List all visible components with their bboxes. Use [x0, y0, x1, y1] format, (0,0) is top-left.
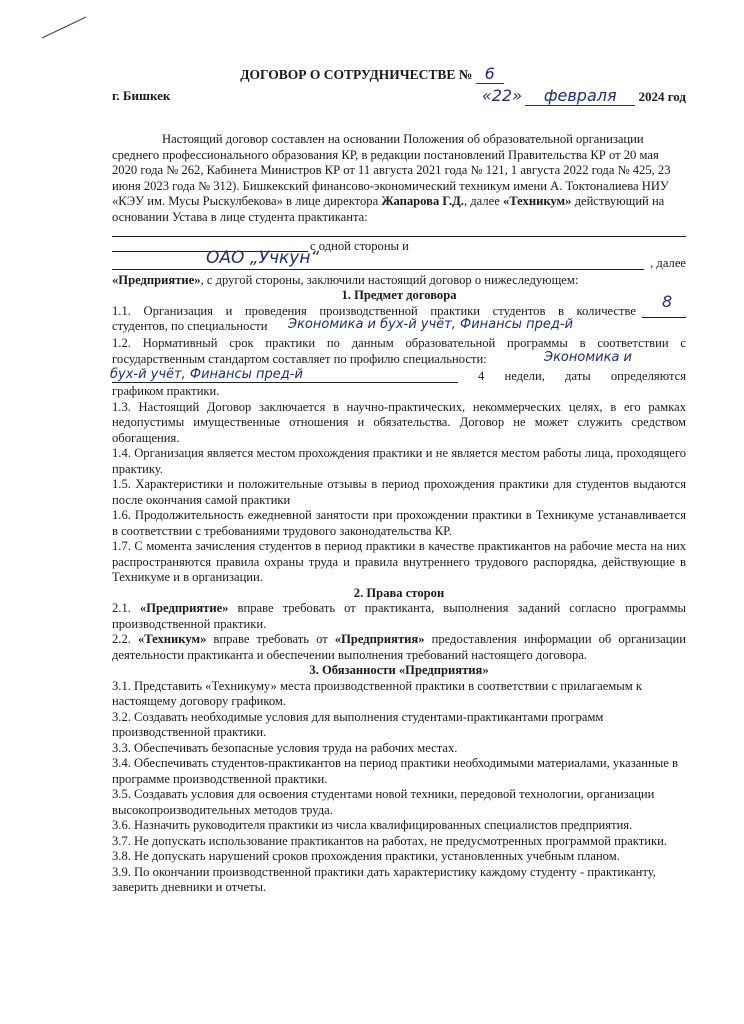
- intro-text-1: Настоящий договор составлен на основании Положения об образовательной организации среднего профессионального образования КР, в редакции постановлений Правительства КР от 20 мая 2020 года № 262, Кабинета Министров КР от 11 августа 2021 года № 121, 1 августа 2022 года № 425, 23 июня 2023 года № 312). Бишкекский финансово-экономический техникум имени А. Токтоналиева НИУ «КЭУ им. Мусы Рыскулбекова» в лице директора: [112, 132, 671, 208]
- date-year: 2024 год: [638, 89, 686, 104]
- clause-3-6: 3.6. Назначить руководителя практики из числа квалифицированных специалистов предприятия.: [112, 818, 633, 832]
- contract-body: [112, 132, 686, 896]
- specialty-handwritten: Экономика и бух-й учёт, Финансы пред-й: [288, 317, 574, 332]
- clause-1-5: 1.5. Характеристики и положительные отзывы в период прохождения практики для студентов выдаются после окончания самой практики: [112, 477, 686, 507]
- clause-1-4: 1.4. Организация является местом прохождения практики и не является местом работы лица, проходящего практику.: [112, 446, 686, 476]
- clause-1-2: 1.2. Нормативный срок практики по данным образовательной программы в соответствии с государственным стандартом составляет по профилю специальности:: [112, 336, 686, 366]
- city-date-line: [112, 86, 686, 106]
- director-name: Жапарова Г.Д.: [381, 194, 464, 208]
- students-count-handwritten: 8: [662, 291, 673, 311]
- clause-1-1-text-a: 1.1. Организация и проведения производственной практики студентов в количестве: [112, 303, 636, 318]
- pen-mark-icon: [40, 14, 88, 40]
- clause-2-1-party: «Предприятие»: [139, 601, 229, 615]
- clause-2-2-text2: предоставления информации об организации деятельности практиканта и обеспечении выполнения требований настоящего договора.: [112, 632, 686, 662]
- clause-3-8: 3.8. Не допускать нарушений сроков прохождения практики, установленных учебным планом.: [112, 849, 620, 863]
- section-3-heading: 3. Обязанности «Предприятия»: [309, 663, 489, 677]
- enterprise-label: «Предприятие»: [112, 272, 201, 287]
- section-1-heading: 1. Предмет договора: [341, 288, 457, 302]
- clause-2-2-party1: «Техникум»: [137, 632, 207, 646]
- clause-2-2-text1: вправе требовать от: [206, 632, 335, 646]
- specialty2-handwritten-b: бух-й учёт, Финансы пред-й: [110, 367, 303, 382]
- clause-3-3: 3.3. Обеспечивать безопасные условия труда на рабочих местах.: [112, 740, 458, 755]
- party1-line: [112, 239, 686, 255]
- intro-paragraph: [112, 132, 686, 225]
- document-title: [0, 64, 744, 84]
- party1-text: с одной стороны и: [310, 239, 409, 253]
- date-day-handwritten: «22»: [481, 86, 522, 105]
- specialty2-handwritten-a: Экономика и: [544, 350, 632, 365]
- clause-2-2: [112, 632, 686, 663]
- clause-2-2-party2: «Предприятия»: [334, 632, 425, 646]
- technikum-label: «Техникум»: [502, 194, 572, 208]
- clause-2-2-num: 2.2.: [112, 632, 138, 646]
- title-text: ДОГОВОР О СОТРУДНИЧЕСТВЕ №: [240, 67, 473, 82]
- contract-date: [482, 86, 686, 106]
- student-blank-line: [112, 225, 686, 239]
- party2-text: , с другой стороны, заключили настоящий договор о нижеследующем:: [200, 272, 579, 287]
- enterprise-name-handwritten: ОАО „Учкун“: [206, 247, 320, 268]
- clause-1-7: 1.7. С момента зачисления студентов в период практики в качестве практикантов на рабочие места на них распространяются правила охраны труда и правила внутреннего трудового распорядка, действующие в Техникуме и в организации.: [112, 539, 686, 584]
- clause-2-1: [112, 601, 686, 632]
- intro-text-3: действующий на основании Устава в лице студента практиканта:: [112, 194, 665, 224]
- clause-1-2-tail: 4 недели, даты определяются графиком практики.: [112, 368, 686, 398]
- enterprise-line: [112, 247, 686, 273]
- clause-2-1-num: 2.1.: [112, 601, 140, 615]
- clause-3-2: 3.2. Создавать необходимые условия для выполнения студентами-практикантами программ производственной практики.: [112, 709, 604, 739]
- clause-2-1-text: вправе требовать от практиканта, выполнения заданий согласно программы производственной практики.: [112, 601, 686, 631]
- date-month-handwritten: февраля: [525, 86, 635, 106]
- clause-3-1: 3.1. Представить «Техникуму» места производственной практики в соответствии с прилагаемым к настоящему договору графиком.: [112, 678, 642, 708]
- party2-tail: , далее: [650, 255, 686, 270]
- clause-3-7: 3.7. Не допускать использование практикантов на работах, не предусмотренных программой практики.: [112, 833, 667, 848]
- clause-1-1-line2: [112, 319, 686, 336]
- city: г. Бишкек: [112, 88, 171, 103]
- section-2-heading: 2. Права сторон: [353, 585, 445, 600]
- clause-1-1-text-b: студентов, по специальности: [112, 319, 268, 333]
- contract-number-handwritten: 6: [476, 64, 504, 84]
- clause-1-3: 1.3. Настоящий Договор заключается в научно-практических, некоммерческих целях, в его рамках недопустимы имущественные отношения и обязательства. Договор не может служить средством обогащения.: [112, 399, 686, 445]
- clause-3-4: 3.4. Обеспечивать студентов-практикантов на период практики необходимыми материалами, указанные в программе производственной практики.: [112, 756, 678, 786]
- clause-1-6: 1.6. Продолжительность ежедневной занятости при прохождении практики в Техникуме устанавливается в соответствии с требованиями трудового законодательства КР.: [112, 508, 686, 538]
- clause-3-5: 3.5. Создавать условия для освоения студентами новой техники, передовой технологии, организации высокопроизводительных методов труда.: [112, 787, 655, 817]
- clause-3-9: 3.9. По окончании производственной практики дать характеристику каждому студенту - практиканту, заверить дневники и отчеты.: [112, 864, 656, 894]
- party2-paragraph: [112, 273, 686, 289]
- intro-text-2: , далее: [463, 194, 503, 208]
